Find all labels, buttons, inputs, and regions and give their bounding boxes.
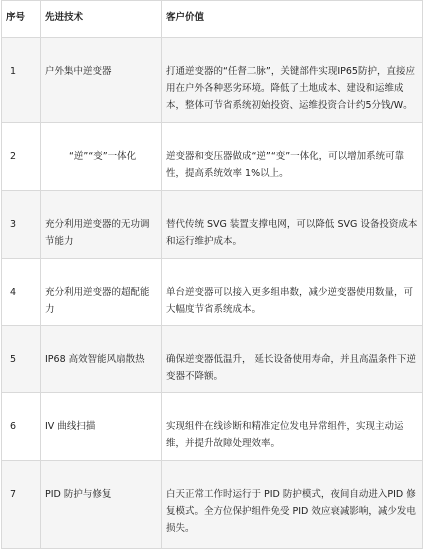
row-no: 1 — [2, 38, 41, 123]
row-value: 确保逆变器低温升， 延长设备使用寿命，并且高温条件下逆变器不降额。 — [162, 326, 423, 393]
row-value: 白天正常工作时运行于 PID 防护模式，夜间自动进入PID 修复模式。全方位保护组件免受 PID 效应衰减影响，减少发电损失。 — [162, 461, 423, 549]
header-no: 序号 — [2, 1, 41, 38]
row-value: 单台逆变器可以接入更多组串数，减少逆变器使用数量，可大幅度节省系统成本。 — [162, 259, 423, 326]
table-row — [2, 326, 423, 393]
row-value: 打通逆变器的“任督二脉”，关键部件实现IP65防护，直接应用在户外各种恶劣环境。降低了土地成本、建设和运维成本，整体可节省系统初始投资、运维投资合计约5分钱/W。 — [162, 38, 423, 123]
row-value: 实现组件在线诊断和精准定位发电异常组件，实现主动运维，并提升故障处理效率。 — [162, 393, 423, 461]
row-tech: “逆”“变”一体化 — [41, 123, 162, 191]
table-row — [2, 461, 423, 549]
table-row — [2, 393, 423, 461]
row-tech: PID 防护与修复 — [41, 461, 162, 549]
row-no: 5 — [2, 326, 41, 393]
header-value: 客户价值 — [162, 1, 423, 38]
row-no: 2 — [2, 123, 41, 191]
row-no: 6 — [2, 393, 41, 461]
row-no: 3 — [2, 191, 41, 259]
row-value: 替代传统 SVG 装置支撑电网，可以降低 SVG 设备投资成本和运行维护成本。 — [162, 191, 423, 259]
header-tech: 先进技术 — [41, 1, 162, 38]
row-tech: IV 曲线扫描 — [41, 393, 162, 461]
row-tech: IP68 高效智能风扇散热 — [41, 326, 162, 393]
header-row — [2, 1, 423, 38]
row-tech: 充分利用逆变器的超配能力 — [41, 259, 162, 326]
table-row — [2, 123, 423, 191]
technology-table — [1, 0, 423, 549]
table-row — [2, 191, 423, 259]
row-no: 4 — [2, 259, 41, 326]
row-no: 7 — [2, 461, 41, 549]
table-row — [2, 259, 423, 326]
table-row — [2, 38, 423, 123]
row-value: 逆变器和变压器做成“逆”“变”一体化，可以增加系统可靠性，提高系统效率 1%以上。 — [162, 123, 423, 191]
row-tech: 充分利用逆变器的无功调节能力 — [41, 191, 162, 259]
row-tech: 户外集中逆变器 — [41, 38, 162, 123]
